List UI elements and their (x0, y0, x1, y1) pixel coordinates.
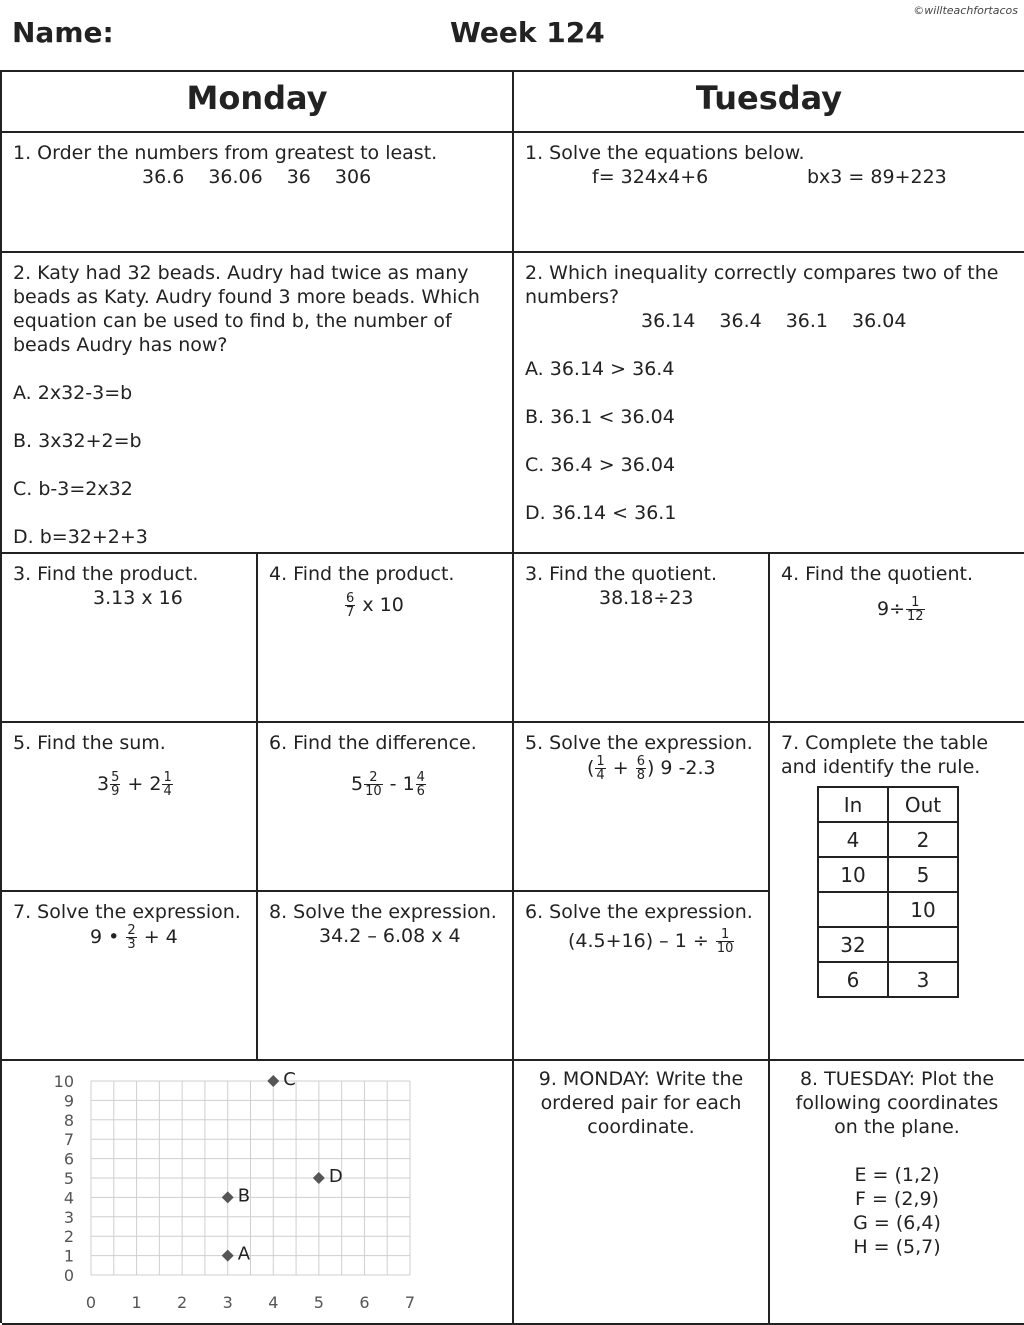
expr-text: x 10 (356, 594, 404, 616)
option: C. 36.4 > 36.04 (525, 454, 676, 476)
table-row (818, 857, 958, 892)
denominator: 7 (346, 605, 355, 620)
table-cell: 4 (818, 822, 888, 857)
tuesday-q4 (770, 554, 1024, 723)
expr-text: + 4 (137, 926, 178, 948)
denominator: 9 (111, 784, 120, 799)
q-prompt: 4. Find the quotient. (781, 563, 974, 585)
tuesday-q6 (514, 892, 770, 1061)
coordinate: H = (5,7) (853, 1236, 941, 1258)
q-prompt: 4. Find the product. (269, 563, 455, 585)
numerator: 2 (127, 923, 136, 938)
number: 36.6 (142, 166, 185, 188)
tuesday-q2 (514, 253, 1024, 554)
number-list (130, 165, 501, 189)
data-point (313, 1172, 325, 1184)
q-prompt: 3. Find the product. (13, 563, 199, 585)
equation: f= 324x4+6 (592, 166, 709, 188)
y-tick-label: 6 (63, 1149, 74, 1169)
fraction (636, 755, 646, 782)
numerator: 1 (906, 596, 925, 610)
expr-text: 9 • (90, 926, 126, 948)
monday-q7 (2, 892, 258, 1061)
whole: 3 (97, 773, 110, 795)
expression: 38.18÷23 (599, 587, 694, 609)
table-header-row (818, 787, 958, 822)
y-tick-label: 7 (63, 1130, 74, 1150)
option: B. 36.1 < 36.04 (525, 406, 675, 428)
fraction (162, 771, 172, 798)
operator: + (121, 773, 150, 795)
coordinate: E = (1,2) (854, 1164, 940, 1186)
numerator: 1 (716, 928, 735, 942)
monday-q2 (2, 253, 514, 554)
table-header: Out (888, 787, 958, 822)
option: D. b=32+2+3 (13, 526, 148, 548)
denominator: 10 (716, 941, 734, 956)
monday-q6 (258, 723, 514, 892)
x-tick-label: 0 (85, 1293, 97, 1312)
operator: + (606, 757, 635, 779)
monday-q4 (258, 554, 514, 723)
fraction (595, 755, 605, 782)
q-prompt: 3. Find the quotient. (525, 563, 718, 585)
table-cell (818, 892, 888, 927)
point-label: D (328, 1166, 343, 1187)
table-cell: 5 (888, 857, 958, 892)
q-prompt: 9. MONDAY: Write the ordered pair for each coordinate. (538, 1068, 744, 1138)
worksheet-grid (0, 70, 1024, 1323)
q-prompt: 5. Solve the expression. (525, 732, 753, 754)
table-cell: 32 (818, 927, 888, 962)
option: A. 36.14 > 36.4 (525, 358, 675, 380)
monday-q8 (258, 892, 514, 1061)
number: 306 (334, 166, 372, 188)
expression (568, 928, 757, 955)
denominator: 4 (163, 784, 172, 799)
monday-q5 (2, 723, 258, 892)
y-tick-label: 9 (63, 1091, 74, 1111)
denominator: 3 (127, 937, 136, 952)
q-prompt: 7. Complete the table and identify the rule. (781, 732, 989, 778)
whole: 1 (402, 773, 415, 795)
table-cell: 10 (888, 892, 958, 927)
operator: - (383, 773, 403, 795)
point-label: A (237, 1243, 251, 1265)
option: C. b-3=2x32 (13, 478, 133, 500)
week-title: Week 124 (450, 16, 605, 49)
coordinate: F = (2,9) (855, 1188, 939, 1210)
expression (344, 592, 501, 619)
name-label: Name: (12, 16, 114, 49)
point-label: C (283, 1069, 296, 1090)
expression: 3.13 x 16 (93, 587, 183, 609)
coord-list (788, 1163, 1006, 1259)
monday-q9 (514, 1061, 770, 1325)
q-prompt: 7. Solve the expression. (13, 901, 241, 923)
fraction (126, 924, 136, 951)
number: 36.14 (641, 310, 696, 332)
expression (90, 924, 245, 951)
q-prompt: 1. Order the numbers from greatest to least. (13, 142, 438, 164)
data-point (222, 1191, 234, 1203)
graph-cell (2, 1061, 514, 1325)
numerator: 2 (364, 771, 383, 785)
number: 36.1 (785, 310, 829, 332)
y-tick-label: 2 (63, 1227, 74, 1247)
tuesday-q5 (514, 723, 770, 892)
fraction (345, 592, 355, 619)
tuesday-title: Tuesday (514, 72, 1024, 133)
table-cell (888, 927, 958, 962)
numerator: 1 (163, 770, 172, 785)
monday-q3 (2, 554, 258, 723)
monday-q1 (2, 133, 514, 253)
denominator: 8 (636, 768, 645, 783)
data-point (222, 1250, 234, 1262)
q-prompt: 6. Solve the expression. (525, 901, 753, 923)
denominator: 12 (907, 609, 924, 624)
expr-text: (4.5+16) – 1 ÷ (568, 930, 715, 952)
tuesday-q8 (770, 1061, 1024, 1325)
x-tick-label: 3 (222, 1293, 233, 1312)
table-row (818, 892, 958, 927)
numerator: 4 (416, 770, 425, 785)
denominator: 10 (365, 784, 382, 799)
q-prompt: 6. Find the difference. (269, 732, 477, 754)
expression (877, 596, 1013, 623)
table-cell: 6 (818, 962, 888, 997)
expr-text: ) 9 -2.3 (646, 757, 716, 779)
number: 36.06 (208, 166, 263, 188)
tuesday-q3 (514, 554, 770, 723)
y-tick-label: 4 (63, 1188, 74, 1208)
fraction (364, 771, 383, 798)
fraction (110, 771, 120, 798)
y-tick-label: 0 (63, 1266, 74, 1285)
number-list (629, 309, 1013, 333)
q-prompt: 8. TUESDAY: Plot the following coordinates on the plane. (795, 1068, 999, 1138)
q-prompt: 2. Which inequality correctly compares two of the numbers? (525, 262, 999, 308)
table-row (818, 822, 958, 857)
numerator: 6 (346, 591, 355, 606)
y-tick-label: 8 (63, 1110, 74, 1130)
expression (587, 755, 757, 782)
option: B. 3x32+2=b (13, 430, 142, 452)
table-cell: 3 (888, 962, 958, 997)
in-out-table (817, 786, 959, 998)
table-cell: 10 (818, 857, 888, 892)
point-label: B (237, 1185, 251, 1207)
q-prompt: 2. Katy had 32 beads. Audry had twice as many beads as Katy. Audry found 3 more beads. Which equation can be used to find b, the number of beads Audry has now? (13, 262, 480, 356)
number: 36.4 (719, 310, 762, 332)
y-tick-label: 10 (53, 1072, 74, 1091)
q-prompt: 8. Solve the expression. (269, 901, 497, 923)
table-row (818, 962, 958, 997)
denominator: 6 (416, 784, 425, 799)
copyright: ©willteachfortacos (913, 4, 1018, 17)
fraction (906, 596, 925, 623)
option: A. 2x32-3=b (13, 382, 133, 404)
numerator: 5 (111, 770, 120, 785)
numerator: 1 (596, 754, 605, 769)
coordinate: G = (6,4) (853, 1212, 941, 1234)
tuesday-q1 (514, 133, 1024, 253)
x-tick-label: 4 (268, 1293, 279, 1312)
x-tick-label: 6 (359, 1293, 370, 1312)
equation: bx3 = 89+223 (807, 166, 947, 188)
expression (97, 771, 245, 798)
q-prompt: 5. Find the sum. (13, 732, 166, 754)
data-point (267, 1075, 279, 1087)
coordinate-plane (2, 1061, 512, 1323)
expr-text: 9÷ (877, 598, 906, 620)
x-tick-label: 1 (131, 1293, 142, 1312)
table-cell: 2 (888, 822, 958, 857)
number: 36 (286, 166, 311, 188)
x-tick-label: 5 (313, 1293, 324, 1312)
whole: 5 (351, 773, 364, 795)
number: 36.04 (852, 310, 907, 332)
expression: 34.2 – 6.08 x 4 (319, 925, 461, 947)
table-row (818, 927, 958, 962)
fraction (416, 771, 426, 798)
expression (351, 771, 501, 798)
q-prompt: 1. Solve the equations below. (525, 142, 805, 164)
numerator: 6 (636, 754, 645, 769)
table-header: In (818, 787, 888, 822)
option: D. 36.14 < 36.1 (525, 502, 677, 524)
x-tick-label: 2 (177, 1293, 188, 1312)
fraction (716, 928, 735, 955)
y-tick-label: 5 (63, 1169, 74, 1188)
monday-title: Monday (2, 72, 514, 133)
x-tick-label: 7 (404, 1293, 416, 1312)
expr-text: ( (587, 757, 595, 779)
whole: 2 (149, 773, 162, 795)
denominator: 4 (596, 768, 605, 783)
y-tick-label: 3 (63, 1207, 74, 1227)
y-tick-label: 1 (63, 1246, 74, 1266)
